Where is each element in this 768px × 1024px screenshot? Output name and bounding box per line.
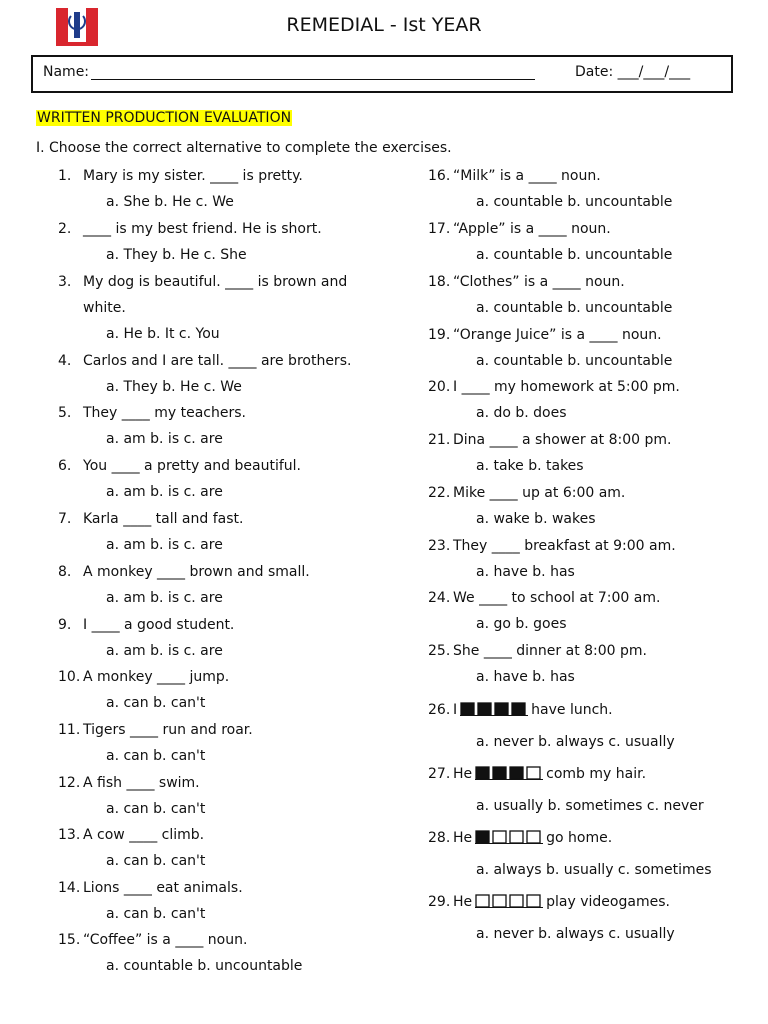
- question-subject: I: [453, 702, 458, 718]
- empty-box-icon: [510, 895, 523, 907]
- question-text: A monkey ____ jump.: [83, 669, 230, 685]
- answer-options[interactable]: a. am b. is c. are: [106, 484, 223, 500]
- question-number: 22.: [428, 485, 451, 501]
- empty-box-icon: [527, 895, 540, 907]
- answer-options[interactable]: a. do b. does: [476, 405, 567, 421]
- filled-box-icon: [510, 767, 523, 779]
- empty-box-icon: [493, 895, 506, 907]
- question-number: 27.: [428, 766, 451, 782]
- answer-options[interactable]: a. usually b. sometimes c. never: [476, 798, 704, 814]
- question-number: 8.: [58, 564, 72, 580]
- question-number: 1.: [58, 168, 72, 184]
- answer-options[interactable]: a. countable b. uncountable: [476, 353, 673, 369]
- filled-box-icon: [461, 703, 474, 715]
- question-predicate: go home.: [546, 830, 613, 846]
- question-subject: He: [453, 766, 473, 782]
- answer-options[interactable]: a. She b. He c. We: [106, 194, 234, 210]
- question-text: They ____ breakfast at 9:00 am.: [453, 538, 676, 554]
- empty-box-icon: [527, 767, 540, 779]
- question-number: 29.: [428, 894, 451, 910]
- answer-options[interactable]: a. can b. can't: [106, 695, 206, 711]
- answer-options[interactable]: a. He b. It c. You: [106, 326, 220, 342]
- answer-options[interactable]: a. countable b. uncountable: [476, 247, 673, 263]
- filled-box-icon: [476, 831, 489, 843]
- question-text: “Orange Juice” is a ____ noun.: [453, 327, 662, 343]
- question-text: A monkey ____ brown and small.: [83, 564, 310, 580]
- question-number: 26.: [428, 702, 451, 718]
- answer-options[interactable]: a. wake b. wakes: [476, 511, 596, 527]
- question-text: Karla ____ tall and fast.: [83, 511, 244, 527]
- question-text: “Clothes” is a ____ noun.: [453, 274, 625, 290]
- page-title: REMEDIAL - Ist YEAR: [286, 14, 482, 36]
- question-text: [453, 830, 612, 846]
- question-subject: He: [453, 830, 473, 846]
- question-predicate: comb my hair.: [546, 766, 647, 782]
- answer-options[interactable]: a. They b. He c. We: [106, 379, 242, 395]
- question-text: “Coffee” is a ____ noun.: [83, 932, 248, 948]
- question-number: 19.: [428, 327, 451, 343]
- answer-options[interactable]: a. can b. can't: [106, 853, 206, 869]
- question-text: A cow ____ climb.: [83, 827, 205, 843]
- frequency-boxes-icon: [475, 830, 543, 844]
- answer-options[interactable]: a. countable b. uncountable: [106, 958, 303, 974]
- question-text: [453, 766, 646, 782]
- filled-box-icon: [512, 703, 525, 715]
- question-number: 7.: [58, 511, 72, 527]
- frequency-boxes-icon: [475, 766, 543, 780]
- empty-box-icon: [493, 831, 506, 843]
- question-number: 6.: [58, 458, 72, 474]
- answer-options[interactable]: a. They b. He c. She: [106, 247, 247, 263]
- question-number: 14.: [58, 880, 81, 896]
- empty-box-icon: [476, 895, 489, 907]
- answer-options[interactable]: a. go b. goes: [476, 616, 567, 632]
- answer-options[interactable]: a. can b. can't: [106, 748, 206, 764]
- question-text: You ____ a pretty and beautiful.: [83, 458, 301, 474]
- answer-options[interactable]: a. can b. can't: [106, 906, 206, 922]
- instruction: I. Choose the correct alternative to complete the exercises.: [36, 140, 452, 156]
- date-label: Date: ___/___/___: [575, 64, 691, 80]
- empty-box-icon: [510, 831, 523, 843]
- question-number: 24.: [428, 590, 451, 606]
- question-number: 20.: [428, 379, 451, 395]
- question-number: 9.: [58, 617, 72, 633]
- filled-box-icon: [495, 703, 508, 715]
- question-subject: He: [453, 894, 473, 910]
- answer-options[interactable]: a. can b. can't: [106, 801, 206, 817]
- section-title: WRITTEN PRODUCTION EVALUATION: [37, 110, 292, 126]
- question-text: “Milk” is a ____ noun.: [453, 168, 601, 184]
- answer-options[interactable]: a. countable b. uncountable: [476, 300, 673, 316]
- question-number: 13.: [58, 827, 81, 843]
- question-text: ____ is my best friend. He is short.: [83, 221, 322, 237]
- question-text: Mike ____ up at 6:00 am.: [453, 485, 626, 501]
- question-number: 10.: [58, 669, 81, 685]
- answer-options[interactable]: a. always b. usually c. sometimes: [476, 862, 712, 878]
- question-number: 4.: [58, 353, 72, 369]
- empty-box-icon: [527, 831, 540, 843]
- answer-options[interactable]: a. never b. always c. usually: [476, 926, 675, 942]
- question-text: She ____ dinner at 8:00 pm.: [453, 643, 647, 659]
- filled-box-icon: [476, 767, 489, 779]
- question-text: Tigers ____ run and roar.: [83, 722, 253, 738]
- question-number: 23.: [428, 538, 451, 554]
- answer-options[interactable]: a. am b. is c. are: [106, 537, 223, 553]
- question-number: 12.: [58, 775, 81, 791]
- question-text: [453, 702, 613, 718]
- question-text: Carlos and I are tall. ____ are brothers.: [83, 353, 352, 369]
- filled-box-icon: [493, 767, 506, 779]
- question-text: Dina ____ a shower at 8:00 pm.: [453, 432, 672, 448]
- question-predicate: play videogames.: [546, 894, 670, 910]
- question-text: My dog is beautiful. ____ is brown and: [83, 274, 348, 290]
- question-predicate: have lunch.: [531, 702, 613, 718]
- frequency-boxes-icon: [460, 702, 528, 716]
- answer-options[interactable]: a. am b. is c. are: [106, 643, 223, 659]
- name-label: Name:: [43, 64, 90, 80]
- question-number: 3.: [58, 274, 72, 290]
- frequency-boxes-icon: [475, 894, 543, 908]
- question-number: 11.: [58, 722, 81, 738]
- answer-options[interactable]: a. am b. is c. are: [106, 590, 223, 606]
- question-text: A fish ____ swim.: [83, 775, 200, 791]
- question-number: 17.: [428, 221, 451, 237]
- answer-options[interactable]: a. never b. always c. usually: [476, 734, 675, 750]
- answer-options[interactable]: a. countable b. uncountable: [476, 194, 673, 210]
- question-text: We ____ to school at 7:00 am.: [453, 590, 661, 606]
- question-number: 28.: [428, 830, 451, 846]
- question-number: 5.: [58, 405, 72, 421]
- question-text: They ____ my teachers.: [83, 405, 246, 421]
- question-number: 2.: [58, 221, 72, 237]
- question-number: 25.: [428, 643, 451, 659]
- question-number: 18.: [428, 274, 451, 290]
- question-number: 16.: [428, 168, 451, 184]
- answer-options[interactable]: a. have b. has: [476, 564, 575, 580]
- question-text: “Apple” is a ____ noun.: [453, 221, 611, 237]
- filled-box-icon: [478, 703, 491, 715]
- question-text: Lions ____ eat animals.: [83, 880, 243, 896]
- answer-options[interactable]: a. am b. is c. are: [106, 431, 223, 447]
- question-text: Mary is my sister. ____ is pretty.: [83, 168, 303, 184]
- question-number: 21.: [428, 432, 451, 448]
- question-text: white.: [83, 300, 126, 316]
- question-number: 15.: [58, 932, 81, 948]
- question-text: [453, 894, 670, 910]
- answer-options[interactable]: a. take b. takes: [476, 458, 584, 474]
- answer-options[interactable]: a. have b. has: [476, 669, 575, 685]
- question-text: I ____ a good student.: [83, 617, 235, 633]
- question-text: I ____ my homework at 5:00 pm.: [453, 379, 680, 395]
